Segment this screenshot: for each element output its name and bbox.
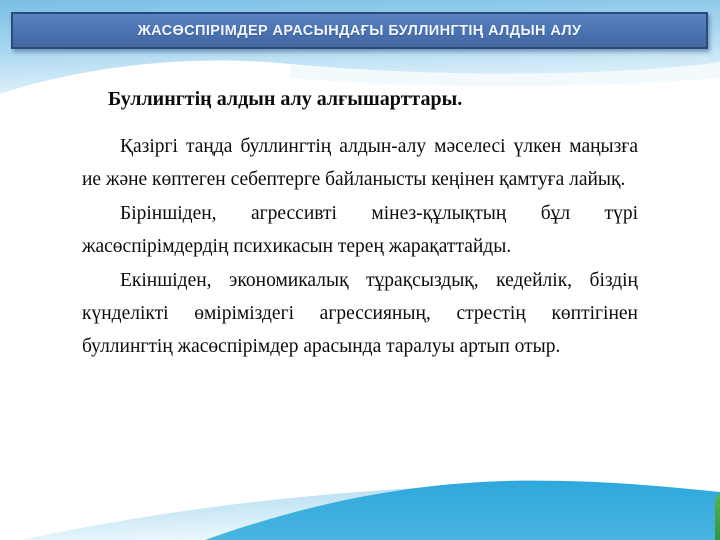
slide-body	[82, 83, 638, 364]
slide-title: ЖАСӨСПІРІМДЕР АРАСЫНДАҒЫ БУЛЛИНГТІҢ АЛДЫН АЛУ	[137, 22, 582, 39]
body-heading: Буллингтің алдын алу алғышарттары.	[108, 88, 463, 110]
body-paragraph: Екіншіден, экономикалық тұрақсыздық, кедейлік, біздің күнделікті өміріміздегі агрессияның, стрестің көптігінен буллингтің жасөспірімдер арасында таралуы артып отыр.	[82, 269, 638, 358]
slide-title-banner	[11, 12, 708, 49]
body-paragraph: Қазіргі таңда буллингтің алдын-алу мәселесі үлкен маңызға ие және көптеген себептерге байланысты кеңінен қамтуға лайық.	[82, 136, 638, 191]
green-edge-accent	[715, 493, 720, 540]
body-paragraph: Біріншіден, агрессивті мінез-құлықтың бұл түрі жасөспірімдердің психикасын терең жарақаттайды.	[82, 202, 638, 258]
